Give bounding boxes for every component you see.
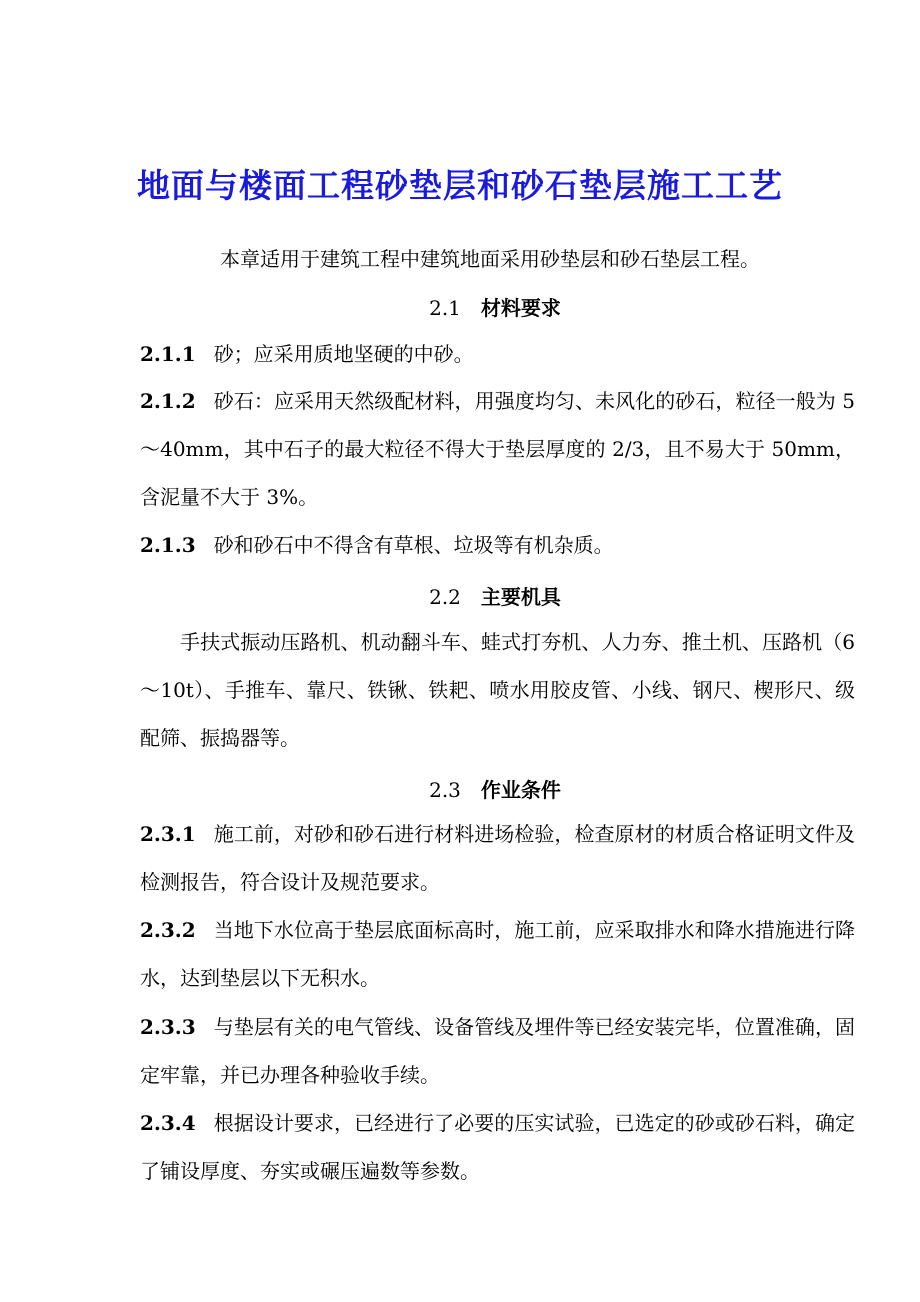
clause-text: 砂和砂石中不得含有草根、垃圾等有机杂质。 [213, 533, 614, 557]
clause-number: 2.3.3 [140, 1015, 196, 1039]
clause-number: 2.3.2 [140, 918, 196, 942]
clause-number: 2.1.1 [140, 342, 196, 366]
clause-text: 施工前，对砂和砂石进行材料进场检验，检查原材的材质合格证明文件及检测报告，符合设计及规范要求。 [140, 822, 855, 894]
clause-text: 与垫层有关的电气管线、设备管线及埋件等已经安装完毕，位置准确，固定牢靠，并已办理各种验收手续。 [140, 1015, 855, 1087]
intro-paragraph: 本章适用于建筑工程中建筑地面采用砂垫层和砂石垫层工程。 [220, 247, 760, 271]
clause-text: 砂；应采用质地坚硬的中砂。 [213, 342, 474, 366]
clause-text: 砂石：应采用天然级配材料，用强度均匀、未风化的砂石，粒径一般为 5～40mm，其中石子的最大粒径不得大于垫层厚度的 2/3，且不易大于 50mm，含泥量不大于 3%。 [140, 389, 855, 509]
section-heading-2-1 [0, 292, 920, 321]
clause-2-1-1 [140, 330, 855, 378]
clause-2-1-2 [140, 377, 855, 521]
clause-2-3-4 [140, 1099, 855, 1195]
clause-text: 根据设计要求，已经进行了必要的压实试验，已选定的砂或砂石料，确定了铺设厚度、夯实或碾压遍数等参数。 [140, 1111, 855, 1183]
clause-number: 2.3.4 [140, 1111, 196, 1135]
clause-2-3-2 [140, 906, 855, 1002]
clause-number: 2.3.1 [140, 822, 196, 846]
equipment-paragraph: 手扶式振动压路机、机动翻斗车、蛙式打夯机、人力夯、推土机、压路机（6～10t）、手推车、靠尺、铁锹、铁耙、喷水用胶皮管、小线、钢尺、楔形尺、级配筛、振捣器等。 [140, 630, 855, 750]
section-title: 材料要求 [480, 296, 561, 320]
section-number: 2.2 [429, 585, 461, 609]
section-title: 主要机具 [480, 585, 561, 609]
section-heading-2-2 [0, 581, 920, 610]
clause-2-1-3 [140, 521, 855, 569]
clause-text: 当地下水位高于垫层底面标高时，施工前，应采取排水和降水措施进行降水，达到垫层以下无积水。 [140, 918, 855, 990]
clause-number: 2.1.3 [140, 533, 196, 557]
section-title: 作业条件 [480, 778, 561, 802]
section-heading-2-3 [0, 774, 920, 803]
section-number: 2.1 [429, 296, 461, 320]
section-number: 2.3 [429, 778, 461, 802]
clause-2-3-3 [140, 1003, 855, 1099]
document-title: 地面与楼面工程砂垫层和砂石垫层施工工艺 [137, 166, 783, 205]
clause-2-3-1 [140, 810, 855, 906]
clause-number: 2.1.2 [140, 389, 196, 413]
